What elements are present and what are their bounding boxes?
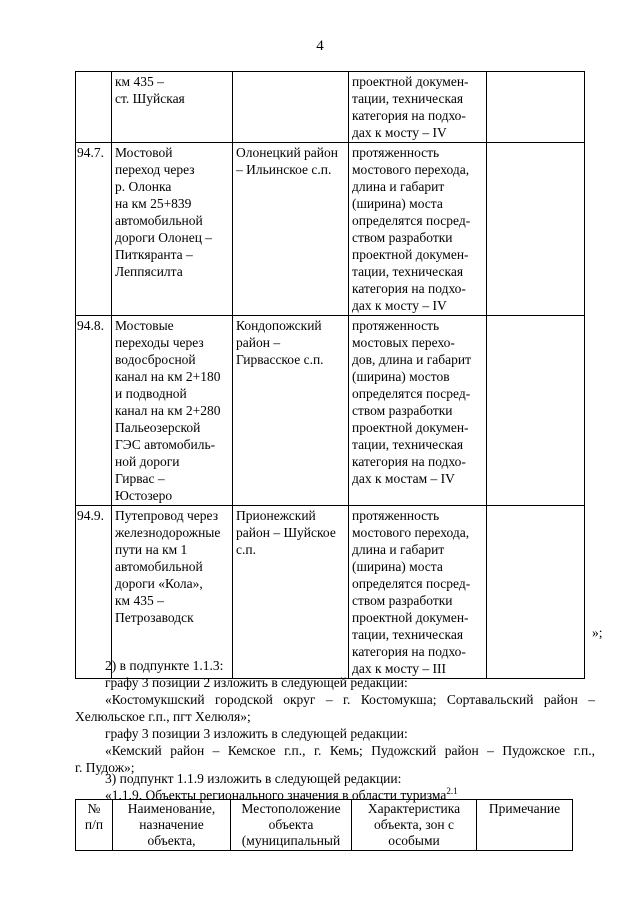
cell-line: Гирвасское с.п. (236, 352, 324, 367)
cell-line: переходы через (115, 335, 204, 350)
cell-line: ст. Шуйская (115, 91, 185, 106)
header-line: (муниципальный (241, 833, 341, 848)
header-line: объекта, зон с (373, 817, 455, 832)
cell-line: автомобильной (115, 213, 203, 228)
cell-line: определятся посред- (352, 213, 471, 228)
cell-line: район – Шуйское (236, 525, 336, 540)
cell-line: ством разработки (352, 403, 453, 418)
cell-line: дороги «Кола», (115, 576, 203, 591)
object-name-cell (112, 143, 233, 316)
cell-line: тации, техническая (352, 627, 464, 642)
cell-line: Петрозаводск (115, 610, 194, 625)
cell-line: дах к мостам – IV (352, 471, 455, 486)
cell-line: дах к мосту – IV (352, 125, 447, 140)
cell-line: дороги Олонец – (115, 230, 213, 245)
paragraph-kostomuksha-line1: «Костомукшский городской округ – г. Костомукша; Сортавальский район – (105, 692, 595, 707)
tourism-objects-table (75, 799, 573, 851)
cell-line: категория на подхо- (352, 108, 466, 123)
cell-text: 94.8. (77, 318, 104, 333)
header-line: Местоположение (241, 801, 341, 816)
cell-line: ГЭС автомобиль- (115, 437, 216, 452)
characteristics-cell (349, 506, 487, 679)
cell-line: с.п. (236, 542, 256, 557)
table-row (76, 316, 585, 506)
cell-line: Леппясилта (115, 264, 183, 279)
cell-line: канал на км 2+180 (115, 369, 221, 384)
cell-line: определятся посред- (352, 576, 471, 591)
cell-line: (ширина) моста (352, 559, 443, 574)
cell-line: длина и габарит (352, 179, 445, 194)
page-number: 4 (316, 38, 324, 54)
objects-table (75, 71, 585, 679)
note-cell (487, 143, 585, 316)
cell-line: тации, техническая (352, 264, 464, 279)
note-cell (487, 506, 585, 679)
paragraph-kem-line1: «Кемский район – Кемское г.п., г. Кемь; Пудожский район – Пудожское г.п., (105, 743, 595, 758)
header-line: объекта (268, 817, 314, 832)
cell-line: проектной докумен- (352, 74, 469, 89)
characteristics-cell (349, 72, 487, 143)
cell-line: (ширина) мостов (352, 369, 450, 384)
cell-line: р. Олонка (115, 179, 172, 194)
cell-line: протяженность (352, 318, 440, 333)
cell-line: Питкяранта – (115, 247, 193, 262)
header-line: объекта, (147, 833, 196, 848)
header-characteristics (352, 800, 477, 851)
cell-line: категория на подхо- (352, 454, 466, 469)
cell-line: Мостовой (115, 145, 173, 160)
cell-line: канал на км 2+280 (115, 403, 221, 418)
paragraph-kostomuksha-line2: Хелюльское г.п., пгт Хелюля»; (75, 709, 251, 724)
cell-line: Юстозеро (115, 488, 173, 503)
cell-line: мостового перехода, (352, 525, 470, 540)
cell-line: район – (236, 335, 281, 350)
characteristics-cell (349, 316, 487, 506)
paragraph-subitem-1-1-9: 3) подпункт 1.1.9 изложить в следующей редакции: (105, 771, 402, 786)
location-cell (233, 143, 349, 316)
header-line: Характеристика (367, 801, 461, 816)
cell-line: протяженность (352, 145, 440, 160)
characteristics-cell (349, 143, 487, 316)
cell-line: Кондопожский (236, 318, 322, 333)
location-cell (233, 316, 349, 506)
cell-line: Путепровод через (115, 508, 219, 523)
cell-line: тации, техническая (352, 91, 464, 106)
note-cell (487, 316, 585, 506)
location-cell (233, 72, 349, 143)
cell-line: км 435 – (115, 593, 164, 608)
cell-line: мостового перехода, (352, 162, 470, 177)
cell-line: определятся посред- (352, 386, 471, 401)
header-line: назначение (139, 817, 204, 832)
cell-line: длина и габарит (352, 542, 445, 557)
cell-text: 94.7. (77, 145, 104, 160)
tourism-table-header-row (76, 800, 573, 851)
cell-line: категория на подхо- (352, 644, 466, 659)
table-row (76, 506, 585, 679)
cell-line: и подводной (115, 386, 187, 401)
row-number-cell (76, 72, 112, 143)
header-location (231, 800, 352, 851)
table-row (76, 143, 585, 316)
tourism-heading-superscript: 2.1 (446, 786, 458, 796)
cell-line: мостовых перехо- (352, 335, 455, 350)
paragraph-column3-position2: графу 3 позиции 2 изложить в следующей редакции: (105, 675, 408, 690)
cell-line: Олонецкий район (236, 145, 339, 160)
header-line: Примечание (488, 801, 561, 816)
header-line: № (87, 801, 101, 816)
object-name-cell (112, 506, 233, 679)
cell-line: протяженность (352, 508, 440, 523)
cell-line: Гирвас – (115, 471, 165, 486)
paragraph-subitem-1-1-3: 2) в подпункте 1.1.3: (105, 658, 224, 673)
object-name-cell (112, 316, 233, 506)
cell-line: ством разработки (352, 230, 453, 245)
header-line: Наименование, (127, 801, 216, 816)
cell-line: дах к мосту – III (352, 661, 446, 676)
cell-line: проектной докумен- (352, 420, 469, 435)
cell-text: 94.9. (77, 508, 104, 523)
table-row (76, 72, 585, 143)
cell-line: Мостовые (115, 318, 174, 333)
header-number (76, 800, 113, 851)
row-number-cell (76, 506, 112, 679)
cell-line: ной дороги (115, 454, 180, 469)
row-number-cell (76, 143, 112, 316)
cell-line: переход через (115, 162, 195, 177)
paragraph-kem-line2: г. Пудож»; (75, 760, 135, 775)
paragraph-column3-position3: графу 3 позиции 3 изложить в следующей редакции: (105, 726, 408, 741)
note-cell (487, 72, 585, 143)
cell-line: дах к мосту – IV (352, 298, 447, 313)
cell-line: автомобильной (115, 559, 203, 574)
header-name (113, 800, 231, 851)
closing-quote-mark: »; (592, 625, 603, 640)
header-line: п/п (84, 817, 104, 832)
cell-line: пути на км 1 (115, 542, 188, 557)
cell-line: Пальеозерской (115, 420, 201, 435)
cell-line: дов, длина и габарит (352, 352, 472, 367)
cell-line: ством разработки (352, 593, 453, 608)
row-number-cell (76, 316, 112, 506)
object-name-cell (112, 72, 233, 143)
location-cell (233, 506, 349, 679)
cell-line: проектной докумен- (352, 610, 469, 625)
cell-line: Прионежский (236, 508, 316, 523)
cell-line: железнодорожные (115, 525, 221, 540)
cell-line: водосбросной (115, 352, 196, 367)
cell-line: тации, техническая (352, 437, 464, 452)
cell-line: – Ильинское с.п. (236, 162, 332, 177)
header-line: особыми (388, 833, 440, 848)
cell-line: км 435 – (115, 74, 164, 89)
cell-line: категория на подхо- (352, 281, 466, 296)
cell-line: проектной докумен- (352, 247, 469, 262)
cell-line: на км 25+839 (115, 196, 192, 211)
tourism-heading-text: «1.1.9. Объекты регионального значения в области туризма (105, 787, 447, 803)
header-note (477, 800, 573, 851)
cell-line: (ширина) моста (352, 196, 443, 211)
